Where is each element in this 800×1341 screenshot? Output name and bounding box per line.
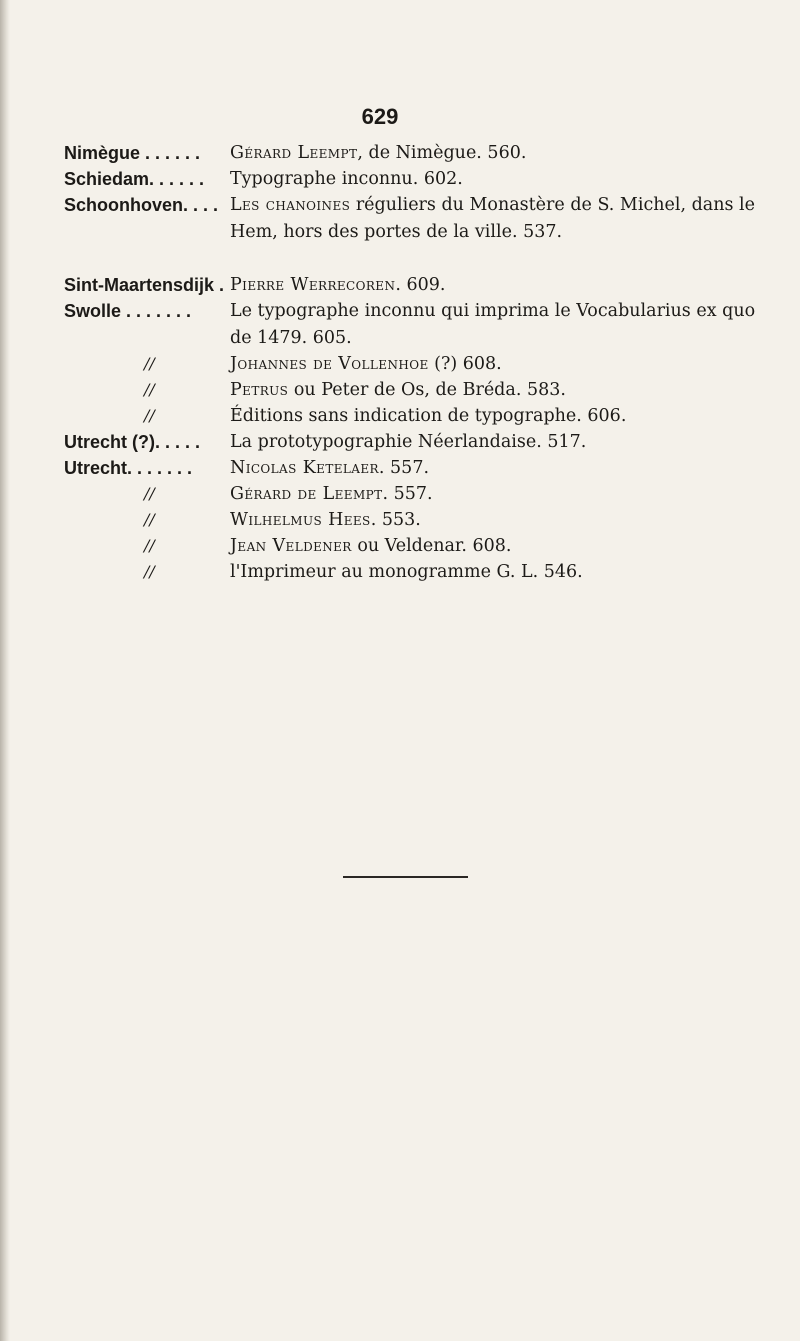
place-name: Schoonhoven. . . . xyxy=(64,195,219,215)
entry-text xyxy=(230,272,764,299)
index-entry xyxy=(64,272,764,298)
printer-name: Gérard de Leempt xyxy=(230,484,383,504)
index-entry xyxy=(64,481,764,507)
ditto-mark: // xyxy=(144,406,155,425)
index-entry xyxy=(64,166,764,192)
section-rule xyxy=(343,876,468,878)
entry-detail: réguliers du Monastère de S. Michel, dans le Hem, hors des portes de la ville. 537. xyxy=(230,195,755,242)
printer-name: Jean Veldener xyxy=(230,536,352,556)
printer-name: Wilhelmus Hees xyxy=(230,510,371,530)
ditto-mark: // xyxy=(144,354,155,373)
ditto-mark: // xyxy=(144,536,155,555)
index-entry xyxy=(64,192,764,272)
entry-detail: . 609. xyxy=(395,275,446,295)
index-entry xyxy=(64,455,764,481)
index-entry xyxy=(64,507,764,533)
entry-text xyxy=(230,533,764,560)
ditto-mark: // xyxy=(144,380,155,399)
entry-text xyxy=(230,403,764,430)
entry-text xyxy=(230,559,764,586)
index-entry xyxy=(64,351,764,377)
entry-text xyxy=(230,192,764,245)
entry-text xyxy=(230,351,764,378)
place-name: Schiedam. . . . . . xyxy=(64,169,205,189)
index-entry xyxy=(64,559,764,585)
index-entry xyxy=(64,533,764,559)
index-entry xyxy=(64,377,764,403)
index-entries xyxy=(64,140,764,585)
ditto-mark: // xyxy=(144,484,155,503)
place-name: Swolle . . . . . . . xyxy=(64,301,192,321)
entry-detail: . 557. xyxy=(378,458,430,478)
entry-detail: Le typographe inconnu qui imprima le Vocabularius ex quo de 1479. 605. xyxy=(230,301,756,348)
printer-name: Johannes de Vollenhoe xyxy=(230,354,429,374)
ditto-mark: // xyxy=(144,562,155,581)
entry-detail: , de Nimègue. 560. xyxy=(357,143,527,163)
place-name: Sint-Maartensdijk . xyxy=(64,275,225,295)
page-spine-shadow xyxy=(0,0,10,1341)
entry-detail: La prototypographie Néerlandaise. 517. xyxy=(230,432,587,452)
index-entry xyxy=(64,429,764,455)
printer-name: Les chanoines xyxy=(230,195,351,215)
printer-name: Nicolas Ketelaer xyxy=(230,458,379,478)
ditto-mark: // xyxy=(144,510,155,529)
page-number: 629 xyxy=(361,104,399,129)
index-entry xyxy=(64,403,764,429)
printer-name: Petrus xyxy=(230,380,289,400)
place-name: Nimègue . . . . . . xyxy=(64,143,201,163)
entry-detail: ou Veldenar. 608. xyxy=(351,536,512,556)
entry-detail: Éditions sans indication de typographe. 606. xyxy=(230,406,627,426)
place-name: Utrecht (?). . . . . xyxy=(64,432,201,452)
entry-text xyxy=(230,298,764,351)
entry-text xyxy=(230,140,764,167)
entry-detail: . 557. xyxy=(382,484,433,504)
entry-text xyxy=(230,429,764,456)
printer-name: Pierre Werrecoren xyxy=(230,275,396,295)
entry-detail: (?) 608. xyxy=(428,354,502,374)
entry-detail: ou Peter de Os, de Bréda. 583. xyxy=(288,380,566,400)
entry-text xyxy=(230,507,764,534)
index-entry xyxy=(64,140,764,166)
entry-detail: . 553. xyxy=(370,510,421,530)
entry-text xyxy=(230,455,764,482)
index-entry xyxy=(64,298,764,351)
entry-text xyxy=(230,481,764,508)
entry-text xyxy=(230,166,764,193)
entry-text xyxy=(230,377,764,404)
place-name: Utrecht. . . . . . . xyxy=(64,458,193,478)
entry-detail: l'Imprimeur au monogramme G. L. 546. xyxy=(230,562,583,582)
entry-detail: Typographe inconnu. 602. xyxy=(230,169,463,189)
printer-name: Gérard Leempt xyxy=(230,143,358,163)
